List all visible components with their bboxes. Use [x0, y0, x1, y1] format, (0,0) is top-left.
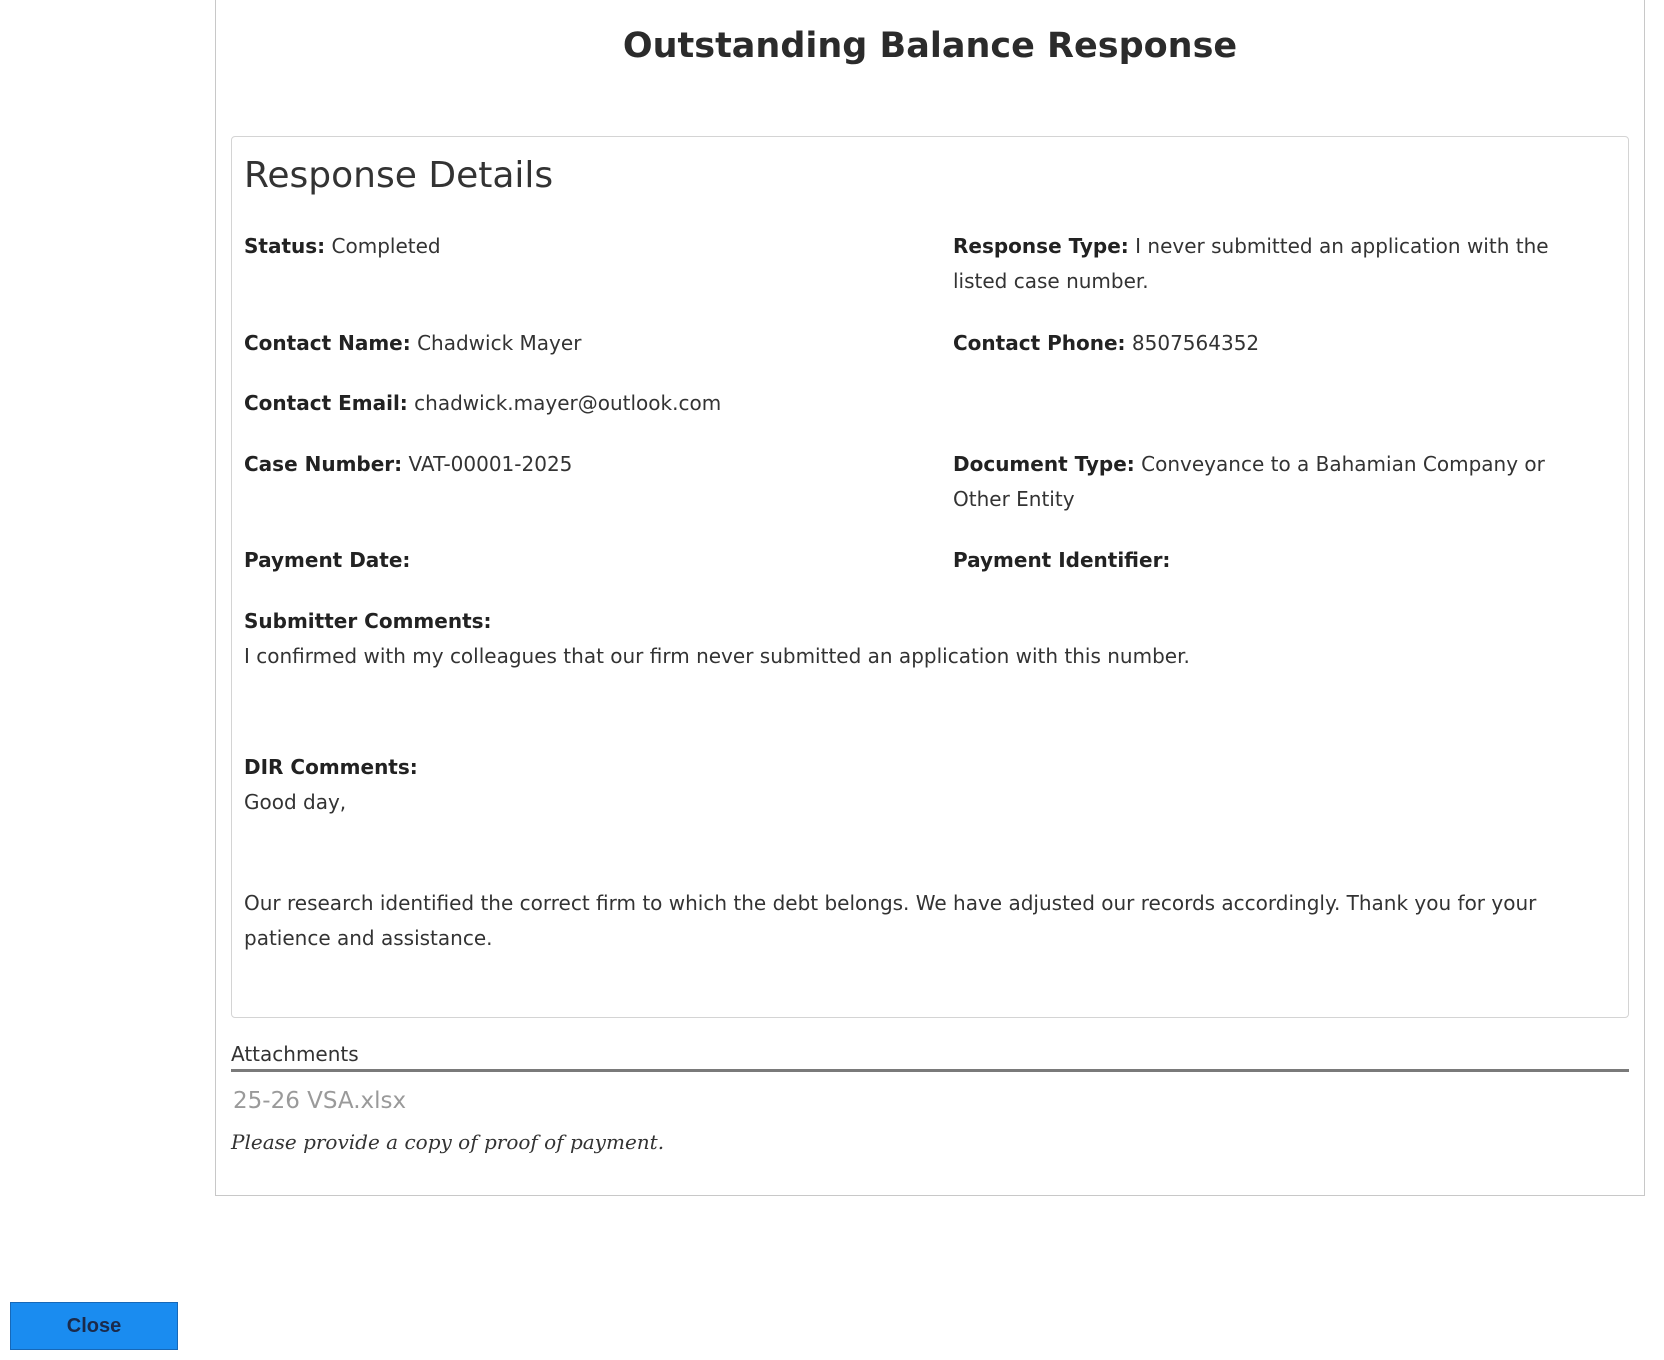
contact-name-label: Contact Name:: [244, 331, 411, 355]
submitter-comments: [244, 604, 1614, 674]
document-type-field: [953, 447, 1593, 517]
case-number-label: Case Number:: [244, 452, 403, 476]
case-number-value: VAT-00001-2025: [408, 452, 573, 476]
contact-phone-value: 8507564352: [1131, 331, 1260, 355]
status-label: Status:: [244, 234, 326, 258]
payment-identifier-field: [953, 543, 1593, 578]
attachments-divider: [231, 1069, 1629, 1072]
payment-date-label: Payment Date:: [244, 548, 411, 572]
status-field: [244, 229, 924, 264]
submitter-comments-label: Submitter Comments:: [244, 609, 492, 633]
close-button[interactable]: Close: [10, 1302, 178, 1350]
section-title: Response Details: [244, 155, 554, 196]
contact-email-field: [244, 386, 924, 421]
contact-phone-label: Contact Phone:: [953, 331, 1126, 355]
status-value: Completed: [331, 234, 441, 258]
dir-comments: [244, 750, 1614, 956]
response-type-value: I never submitted an application with the listed case number.: [953, 234, 1549, 293]
document-type-value: Conveyance to a Bahamian Company or Other Entity: [953, 452, 1545, 511]
attachments-heading: Attachments: [231, 1042, 359, 1066]
proof-of-payment-hint: Please provide a copy of proof of payment.: [231, 1130, 665, 1154]
contact-phone-field: [953, 326, 1593, 361]
submitter-comments-text: I confirmed with my colleagues that our firm never submitted an application with this number.: [244, 644, 1190, 668]
contact-name-field: [244, 326, 924, 361]
document-type-label: Document Type:: [953, 452, 1135, 476]
contact-email-value: chadwick.mayer@outlook.com: [414, 391, 722, 415]
payment-date-field: [244, 543, 924, 578]
dir-comments-body: Our research identified the correct firm to which the debt belongs. We have adjusted our records accordingly. Thank you for your patience and assistance.: [244, 891, 1537, 950]
response-details-card: [231, 136, 1629, 1018]
response-type-field: [953, 229, 1593, 299]
case-number-field: [244, 447, 924, 482]
contact-name-value: Chadwick Mayer: [417, 331, 582, 355]
contact-email-label: Contact Email:: [244, 391, 408, 415]
page-title: Outstanding Balance Response: [622, 26, 1238, 66]
dir-comments-label: DIR Comments:: [244, 755, 418, 779]
attachment-file-link[interactable]: 25-26 VSA.xlsx: [233, 1088, 407, 1114]
payment-identifier-label: Payment Identifier:: [953, 548, 1171, 572]
response-type-label: Response Type:: [953, 234, 1129, 258]
dir-comments-greeting: Good day,: [244, 790, 347, 814]
response-panel: [215, 0, 1645, 1196]
